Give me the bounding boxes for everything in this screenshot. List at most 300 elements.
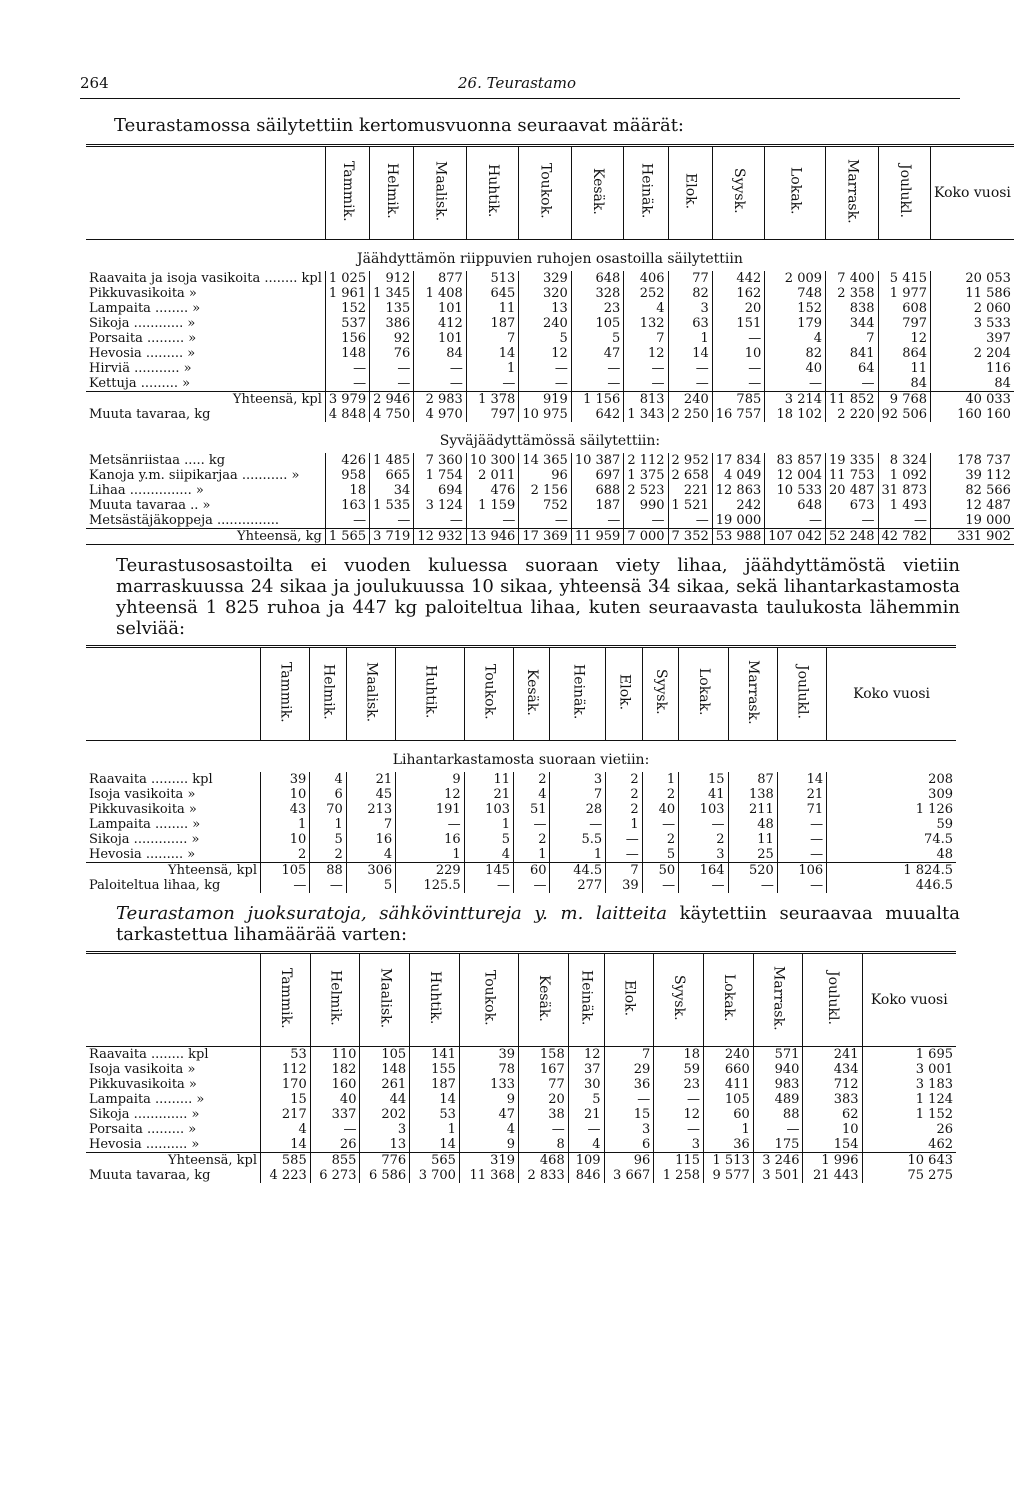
value-cell: 4 (568, 1137, 604, 1153)
value-cell: 34 (370, 483, 414, 498)
value-cell: 9 768 (878, 392, 931, 408)
value-cell: — (325, 376, 369, 392)
value-cell: 10 643 (862, 1153, 956, 1169)
value-cell: 5.5 (550, 832, 606, 847)
month-header (325, 146, 369, 240)
value-cell: 12 (878, 331, 931, 346)
value-cell: 1 159 (466, 498, 519, 513)
value-cell: 92 506 (878, 407, 931, 422)
value-cell: 1 (550, 847, 606, 863)
month-header (642, 647, 678, 741)
value-cell: 697 (571, 468, 624, 483)
value-cell: 182 (310, 1062, 360, 1077)
value-cell: 337 (310, 1107, 360, 1122)
value-cell: 110 (310, 1047, 360, 1063)
value-cell: 2 (642, 832, 678, 847)
value-cell: 4 (459, 1122, 518, 1137)
month-header (712, 146, 765, 240)
row-label: Yhteensä, kg (86, 529, 325, 545)
row-label: Lihaa ............... » (89, 483, 204, 498)
row-label: Lampaita ........ » (89, 817, 201, 832)
value-cell: 397 (931, 331, 1014, 346)
value-cell: 983 (753, 1077, 803, 1092)
value-cell: 10 (261, 832, 310, 847)
month-header (514, 647, 550, 741)
value-cell: 855 (310, 1153, 360, 1169)
table-row (86, 271, 1014, 286)
value-cell: 958 (325, 468, 369, 483)
value-cell: 152 (325, 301, 369, 316)
value-cell: 642 (571, 407, 624, 422)
value-cell: 2 220 (826, 407, 879, 422)
value-cell: 4 (261, 1122, 311, 1137)
value-cell: 571 (753, 1047, 803, 1063)
value-cell: 2 011 (466, 468, 519, 483)
value-cell: 187 (571, 498, 624, 513)
value-cell: 7 400 (826, 271, 879, 286)
value-cell: 4 (765, 331, 826, 346)
month-header (765, 146, 826, 240)
value-cell: 4 750 (370, 407, 414, 422)
row-label: Raavaita ........ kpl (89, 1047, 209, 1062)
value-cell: 18 102 (765, 407, 826, 422)
month-label: Toukok. (481, 970, 498, 1026)
value-cell: 2 (514, 772, 550, 787)
value-cell: 10 300 (466, 453, 519, 468)
value-cell: — (370, 376, 414, 392)
value-cell: 59 (827, 817, 956, 832)
month-header (606, 647, 642, 741)
value-cell: 115 (654, 1153, 704, 1169)
value-cell: 11 586 (931, 286, 1014, 301)
value-cell: 14 (668, 346, 712, 361)
value-cell: 660 (704, 1062, 754, 1077)
month-header (624, 146, 668, 240)
value-cell: 412 (414, 316, 467, 331)
header-row (86, 146, 1014, 240)
value-cell: 3 (550, 772, 606, 787)
month-label: Maalisk. (432, 160, 449, 222)
month-label: Huhtik. (422, 665, 439, 719)
value-cell: 11 959 (571, 529, 624, 545)
month-header (261, 953, 311, 1047)
value-cell: 38 (519, 1107, 569, 1122)
value-cell: 797 (878, 316, 931, 331)
value-cell: 7 360 (414, 453, 467, 468)
value-cell: 14 365 (519, 453, 572, 468)
value-cell: 39 112 (931, 468, 1014, 483)
value-cell: 648 (765, 498, 826, 513)
month-header (410, 953, 460, 1047)
value-cell: — (624, 513, 668, 529)
value-cell: 148 (360, 1062, 410, 1077)
value-cell: — (624, 361, 668, 376)
value-cell: 23 (654, 1077, 704, 1092)
value-cell: 1 258 (654, 1168, 704, 1183)
value-cell: 77 (519, 1077, 569, 1092)
value-cell: 3 (668, 301, 712, 316)
value-cell: 12 932 (414, 529, 467, 545)
value-cell: 3 700 (410, 1168, 460, 1183)
table-row (86, 1153, 956, 1169)
value-cell: 20 (519, 1092, 569, 1107)
month-header (550, 647, 606, 741)
value-cell: 155 (410, 1062, 460, 1077)
table-row (86, 529, 1014, 545)
month-label: Tammik. (277, 661, 294, 723)
row-label: Hevosia ......... » (89, 346, 196, 361)
value-cell: — (668, 361, 712, 376)
value-cell: 2 204 (931, 346, 1014, 361)
month-header (396, 647, 465, 741)
table-row (86, 802, 956, 817)
value-cell: 62 (803, 1107, 862, 1122)
value-cell: 240 (519, 316, 572, 331)
value-cell: — (414, 361, 467, 376)
value-cell: 1 152 (862, 1107, 956, 1122)
row-label: Yhteensä, kpl (86, 863, 261, 879)
value-cell: 442 (712, 271, 765, 286)
value-cell: 105 (261, 863, 310, 879)
row-label: Hirviä ........... » (89, 361, 192, 376)
month-label: Helmik. (320, 664, 337, 720)
value-cell: 3 533 (931, 316, 1014, 331)
value-cell: 44.5 (550, 863, 606, 879)
value-cell: 53 (261, 1047, 311, 1063)
value-cell: 84 (931, 376, 1014, 392)
value-cell: 7 (624, 331, 668, 346)
table-row (86, 346, 1014, 361)
month-label: Syysk. (652, 669, 669, 715)
month-header (826, 146, 879, 240)
value-cell: 187 (466, 316, 519, 331)
value-cell: 64 (826, 361, 879, 376)
value-cell: 2 060 (931, 301, 1014, 316)
table-row (86, 847, 956, 863)
value-cell: 1 025 (325, 271, 369, 286)
value-cell: 25 (728, 847, 777, 863)
value-cell: 138 (728, 787, 777, 802)
value-cell: 694 (414, 483, 467, 498)
storage-table (86, 144, 1014, 545)
value-cell: — (668, 376, 712, 392)
value-cell: 2 156 (519, 483, 572, 498)
value-cell: — (765, 376, 826, 392)
value-cell: — (571, 376, 624, 392)
value-cell: 26 (862, 1122, 956, 1137)
value-cell: 1 345 (370, 286, 414, 301)
value-cell: 12 (624, 346, 668, 361)
value-cell: 1 754 (414, 468, 467, 483)
value-cell: 8 324 (878, 453, 931, 468)
month-label: Lokak. (695, 668, 712, 716)
value-cell: 191 (396, 802, 465, 817)
value-cell: 20 053 (931, 271, 1014, 286)
month-label: Marrask. (844, 158, 861, 224)
value-cell: 37 (568, 1062, 604, 1077)
row-label: Pikkuvasikoita » (89, 802, 197, 817)
value-cell: 11 (464, 772, 513, 787)
value-cell: 16 (396, 832, 465, 847)
month-header (604, 953, 654, 1047)
value-cell: 1 408 (414, 286, 467, 301)
table-row (86, 498, 1014, 513)
value-cell: 11 753 (826, 468, 879, 483)
value-cell: 520 (728, 863, 777, 879)
table-row (86, 513, 1014, 529)
value-cell: 23 (571, 301, 624, 316)
month-header (261, 647, 310, 741)
row-label: Sikoja ............ » (89, 316, 196, 331)
value-cell: 10 975 (519, 407, 572, 422)
value-cell: 1 824.5 (827, 863, 956, 879)
value-cell: 7 (606, 863, 642, 879)
value-cell: 383 (803, 1092, 862, 1107)
value-cell: 3 214 (765, 392, 826, 408)
value-cell: 2 (679, 832, 728, 847)
value-cell: 2 952 (668, 453, 712, 468)
table-row (86, 407, 1014, 422)
month-label: Maalisk. (363, 661, 380, 723)
value-cell: 712 (803, 1077, 862, 1092)
row-label: Lampaita ......... » (89, 1092, 205, 1107)
value-cell: 1 375 (624, 468, 668, 483)
row-label: Paloiteltua lihaa, kg (89, 878, 221, 893)
value-cell: 1 977 (878, 286, 931, 301)
value-cell: — (777, 878, 826, 893)
value-cell: — (414, 376, 467, 392)
page (80, 58, 1011, 1183)
value-cell: 178 737 (931, 453, 1014, 468)
value-cell: 846 (568, 1168, 604, 1183)
month-header (654, 953, 704, 1047)
row-label: Metsänriistaa ..... kg (89, 453, 226, 468)
value-cell: — (370, 513, 414, 529)
value-cell: 3 719 (370, 529, 414, 545)
value-cell: 21 (568, 1107, 604, 1122)
table-row (86, 878, 956, 893)
row-label: Metsästäjäkoppeja ............... (89, 513, 280, 528)
value-cell: 170 (261, 1077, 311, 1092)
month-header (519, 953, 569, 1047)
value-cell: 990 (624, 498, 668, 513)
row-label: Raavaita ja isoja vasikoita ........ kpl (89, 271, 322, 286)
value-cell: — (604, 1092, 654, 1107)
value-cell: 11 (878, 361, 931, 376)
value-cell: 5 (571, 331, 624, 346)
value-cell: 309 (827, 787, 956, 802)
value-cell: 919 (519, 392, 572, 408)
value-cell: 940 (753, 1062, 803, 1077)
section-row (86, 741, 956, 773)
value-cell: 426 (325, 453, 369, 468)
month-header (668, 146, 712, 240)
value-cell: 96 (604, 1153, 654, 1169)
value-cell: 2 (310, 847, 346, 863)
value-cell: 673 (826, 498, 879, 513)
value-cell: 5 415 (878, 271, 931, 286)
value-cell: 103 (464, 802, 513, 817)
month-label: Marrask. (770, 965, 787, 1031)
value-cell: 864 (878, 346, 931, 361)
value-cell: 88 (310, 863, 346, 879)
value-cell: 565 (410, 1153, 460, 1169)
value-cell: 30 (568, 1077, 604, 1092)
value-cell: — (568, 1122, 604, 1137)
value-cell: 434 (803, 1062, 862, 1077)
month-header (464, 647, 513, 741)
value-cell: — (765, 513, 826, 529)
section-row (86, 240, 1014, 272)
row-label: Lampaita ........ » (89, 301, 201, 316)
value-cell: 2 (606, 772, 642, 787)
month-header (360, 953, 410, 1047)
value-cell: 70 (310, 802, 346, 817)
value-cell: 82 566 (931, 483, 1014, 498)
value-cell: 76 (370, 346, 414, 361)
value-cell: 53 988 (712, 529, 765, 545)
value-cell: 105 (360, 1047, 410, 1063)
value-cell: 19 335 (826, 453, 879, 468)
month-label: Elok. (621, 979, 638, 1017)
value-cell: 306 (346, 863, 395, 879)
value-cell: 2 (261, 847, 310, 863)
value-cell: 1 (514, 847, 550, 863)
value-cell: 21 (346, 772, 395, 787)
value-cell: 3 246 (753, 1153, 803, 1169)
value-cell: 15 (261, 1092, 311, 1107)
value-cell: 29 (604, 1062, 654, 1077)
month-header (310, 953, 360, 1047)
row-label: Isoja vasikoita » (89, 1062, 196, 1077)
value-cell: 5 (346, 878, 395, 893)
month-header (568, 953, 604, 1047)
value-cell: — (826, 513, 879, 529)
value-cell: 39 (261, 772, 310, 787)
value-cell: 112 (261, 1062, 311, 1077)
value-cell: 1 126 (827, 802, 956, 817)
value-cell: 3 979 (325, 392, 369, 408)
value-cell: 2 833 (519, 1168, 569, 1183)
value-cell: 26 (310, 1137, 360, 1153)
value-cell: 645 (466, 286, 519, 301)
paragraph-1: Teurastusosastoilta ei vuoden kuluessa suoraan viety lihaa, jäähdyttämöstä vietiin marraskuussa 24 sikaa ja joulukuussa 10 sikaa, yhteensä 34 sikaa, sekä lihantarkastamosta yhteensä 1 825 ruhoa ja 447 kg paloiteltua lihaa, kuten seuraavasta taulukosta lähemmin selviää: (116, 555, 960, 639)
value-cell: 60 (704, 1107, 754, 1122)
month-label: Helmik. (327, 970, 344, 1026)
month-label: Toukok. (481, 664, 498, 720)
value-cell: 3 501 (753, 1168, 803, 1183)
section-title: Lihantarkastamosta suoraan vietiin: (392, 752, 650, 768)
value-cell: 162 (712, 286, 765, 301)
value-cell: 18 (325, 483, 369, 498)
value-cell: — (654, 1122, 704, 1137)
equipment-table (86, 951, 956, 1183)
row-label: Porsaita ......... » (89, 1122, 197, 1137)
value-cell: 160 (310, 1077, 360, 1092)
value-cell: 1 (410, 1122, 460, 1137)
value-cell: 12 (519, 346, 572, 361)
value-cell: 78 (459, 1062, 518, 1077)
month-label: Huhtik. (485, 164, 502, 218)
value-cell: 107 042 (765, 529, 826, 545)
month-label: Lokak. (787, 167, 804, 215)
value-cell: 462 (862, 1137, 956, 1153)
value-cell: 105 (704, 1092, 754, 1107)
value-cell: 75 275 (862, 1168, 956, 1183)
value-cell: 2 946 (370, 392, 414, 408)
value-cell: 3 (679, 847, 728, 863)
value-cell: 202 (360, 1107, 410, 1122)
value-cell: 406 (624, 271, 668, 286)
value-cell: 648 (571, 271, 624, 286)
value-cell: 11 368 (459, 1168, 518, 1183)
value-cell: 160 160 (931, 407, 1014, 422)
value-cell: 320 (519, 286, 572, 301)
value-cell: 4 (514, 787, 550, 802)
value-cell: — (668, 513, 712, 529)
value-cell: 1 378 (466, 392, 519, 408)
month-label: Kesäk. (535, 974, 552, 1022)
value-cell: 5 (310, 832, 346, 847)
value-cell: — (466, 376, 519, 392)
value-cell: 74.5 (827, 832, 956, 847)
row-label: Porsaita ......... » (89, 331, 197, 346)
row-label: Muuta tavaraa, kg (89, 407, 211, 422)
value-cell: 2 009 (765, 271, 826, 286)
value-cell: 12 487 (931, 498, 1014, 513)
value-cell: 5 (642, 847, 678, 863)
value-cell: 16 (346, 832, 395, 847)
value-cell: 5 (464, 832, 513, 847)
value-cell: 4 (310, 772, 346, 787)
value-cell: 1 (466, 361, 519, 376)
value-cell: 106 (777, 863, 826, 879)
row-label: Raavaita ......... kpl (89, 772, 213, 787)
row-label: Kanoja y.m. siipikarjaa ........... » (89, 468, 300, 483)
value-cell: — (571, 361, 624, 376)
value-cell: 3 (360, 1122, 410, 1137)
value-cell: — (370, 361, 414, 376)
value-cell: 47 (459, 1107, 518, 1122)
value-cell: 158 (519, 1047, 569, 1063)
row-label: Yhteensä, kpl (86, 1153, 261, 1169)
value-cell: 39 (459, 1047, 518, 1063)
paragraph-2-rest: käytettiin seuraavaa muualta tarkastettua lihamäärää varten: (116, 903, 961, 945)
value-cell: — (728, 878, 777, 893)
total-header: Koko vuosi (931, 146, 1014, 240)
value-cell: 151 (712, 316, 765, 331)
value-cell: 748 (765, 286, 826, 301)
value-cell: 40 033 (931, 392, 1014, 408)
value-cell: 12 (568, 1047, 604, 1063)
value-cell: 96 (519, 468, 572, 483)
value-cell: 105 (571, 316, 624, 331)
value-cell: 2 (606, 787, 642, 802)
table-row (86, 1047, 956, 1063)
section-row (86, 422, 1014, 453)
table-row (86, 301, 1014, 316)
value-cell: 13 946 (466, 529, 519, 545)
value-cell: 4 223 (261, 1168, 311, 1183)
value-cell: 4 (464, 847, 513, 863)
value-cell: — (325, 513, 369, 529)
value-cell: — (642, 817, 678, 832)
month-label: Tammik. (277, 967, 294, 1029)
value-cell: 242 (712, 498, 765, 513)
value-cell: 211 (728, 802, 777, 817)
value-cell: 83 857 (765, 453, 826, 468)
value-cell: 36 (604, 1077, 654, 1092)
